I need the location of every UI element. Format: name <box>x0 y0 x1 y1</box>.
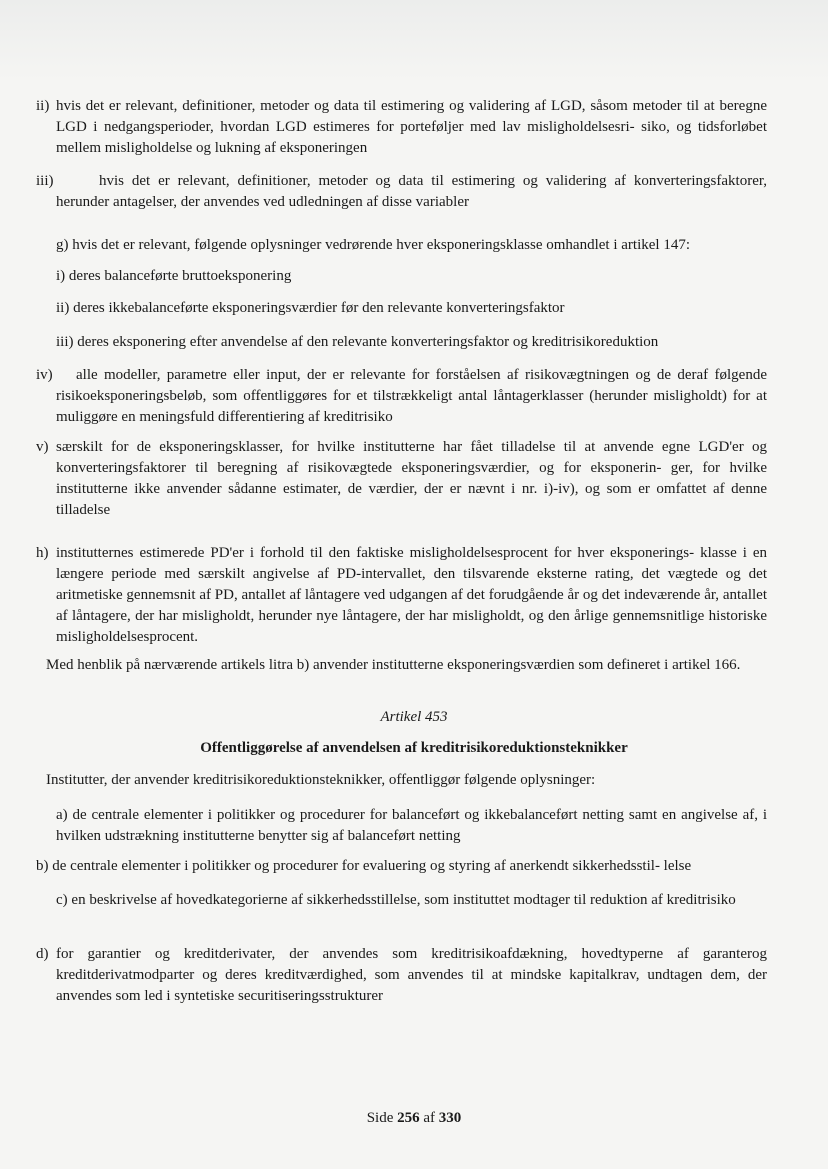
item-text: deres ikkebalanceførte eksponeringsværdier før den relevante konverteringsfaktor <box>73 300 565 316</box>
item-text: deres balanceførte bruttoeksponering <box>68 268 292 284</box>
list-item-b <box>36 856 767 877</box>
item-label: a) <box>56 807 68 823</box>
footer-prefix: Side <box>366 1110 394 1126</box>
item-text: alle modeller, parametre eller input, der er relevante for forståelsen af risikovægtningen og de deraf følgende risikoeksponeringsbeløb, som offentliggøres for et tilstrækkeligt antal låntagerklasser (herunder misligholdt) for at muliggøre en meningsfuld differentiering af kreditrisiko <box>56 367 767 425</box>
item-text: de centrale elementer i politikker og procedurer for balanceført og ikkebalanceført netting samt en angivelse af, i hvilken udstrækning institutterne benytter sig af balanceført netting <box>56 807 767 844</box>
list-item-ii-lgd <box>36 96 767 159</box>
scan-shading <box>0 0 828 80</box>
list-item-g-iv <box>36 365 767 428</box>
item-text: de centrale elementer i politikker og procedurer for evaluering og styring af anerkendt sikkerhedsstil- lelse <box>52 858 692 874</box>
item-label: iii) <box>36 173 54 189</box>
article-title: Offentliggørelse af anvendelsen af kreditrisikoreduktionsteknikker <box>200 740 628 756</box>
article-number: Artikel 453 <box>380 709 448 725</box>
item-text: hvis det er relevant, definitioner, metoder og data til estimering og validering af konverteringsfaktorer, herunder antagelser, der anvendes ved udledningen af disse variabler <box>56 173 767 210</box>
item-label: ii) <box>56 300 70 316</box>
list-item-g-i <box>56 266 767 287</box>
item-text: institutternes estimerede PD'er i forhold til den faktiske misligholdelsesprocent for hver eksponerings- klasse i en længere periode med særskilt angivelse af PD-intervallet, den tilsvarende eksterne rating, det vægtede og det aritmetiske gennemsnit af PD, antallet af låntagere ved udgangen af det forudgående år og det indeværende år, antallet af låntagere, der har misligholdt, herunder nye låntagere, der har misligholdt, og den årlige gennemsnitlige historiske misligholdelsesprocent. <box>56 545 767 645</box>
item-label: iv) <box>36 367 53 383</box>
item-text: hvis det er relevant, definitioner, metoder og data til estimering og validering af LGD, såsom metoder til at beregne LGD i nedgangsperioder, hvordan LGD estimeres for porteføljer med lav misligholdelsesri- siko, og tidsforløbet mellem misligholdelse og lukning af eksponeringen <box>56 98 767 156</box>
list-item-g <box>56 235 767 256</box>
list-item-a <box>56 805 767 847</box>
page-footer <box>0 1110 828 1127</box>
item-text: for garantier og kreditderivater, der anvendes som kreditrisikoafdækning, hovedtyperne af garanterog kreditderivatmodparter og deres kreditværdighed, som anvendes til at mindske kapitalkrav, undtagen dem, der anvendes som led i syntetiske securitiseringsstrukturer <box>56 946 767 1004</box>
list-item-iii-conversion <box>36 171 767 213</box>
item-text: deres eksponering efter anvendelse af den relevante konverteringsfaktor og kreditrisikoreduktion <box>77 334 659 350</box>
item-label: i) <box>56 268 66 284</box>
item-label: iii) <box>56 334 74 350</box>
intro-paragraph: Institutter, der anvender kreditrisikoreduktionsteknikker, offentliggør følgende oplysninger: <box>46 772 596 788</box>
footer-middle: af <box>423 1110 436 1126</box>
item-label: v) <box>36 439 49 455</box>
item-label: c) <box>56 892 68 908</box>
item-text: en beskrivelse af hovedkategorierne af sikkerhedsstillelse, som instituttet modtager til reduktion af kreditrisiko <box>71 892 736 908</box>
item-text: særskilt for de eksponeringsklasser, for hvilke institutterne har fået tilladelse til at anvende egne LGD'er og konverteringsfaktorer til beregning af risikovægtede eksponeringsværdier, og for eksponerin- ger, for hvilke institutterne ikke anvender sådanne estimater, de værdier, der er nævnt i nr. i)-iv), og som er omfattet af denne tilladelse <box>56 439 767 518</box>
list-item-c <box>56 890 767 911</box>
item-label: d) <box>36 946 49 962</box>
item-text: hvis det er relevant, følgende oplysninger vedrørende hver eksponeringsklasse omhandlet i artikel 147: <box>72 237 690 253</box>
footer-page-total: 330 <box>438 1110 462 1126</box>
list-item-g-ii <box>56 298 767 319</box>
list-item-d <box>36 944 767 1007</box>
item-label: h) <box>36 545 49 561</box>
item-label: g) <box>56 237 69 253</box>
list-item-h <box>36 543 767 648</box>
list-item-g-v <box>36 437 767 521</box>
footer-page-number: 256 <box>397 1110 420 1126</box>
item-label: ii) <box>36 98 50 114</box>
note-paragraph: Med henblik på nærværende artikels litra b) anvender institutterne eksponeringsværdien som defineret i artikel 166. <box>46 657 741 673</box>
list-item-g-iii <box>56 332 767 353</box>
item-label: b) <box>36 858 49 874</box>
